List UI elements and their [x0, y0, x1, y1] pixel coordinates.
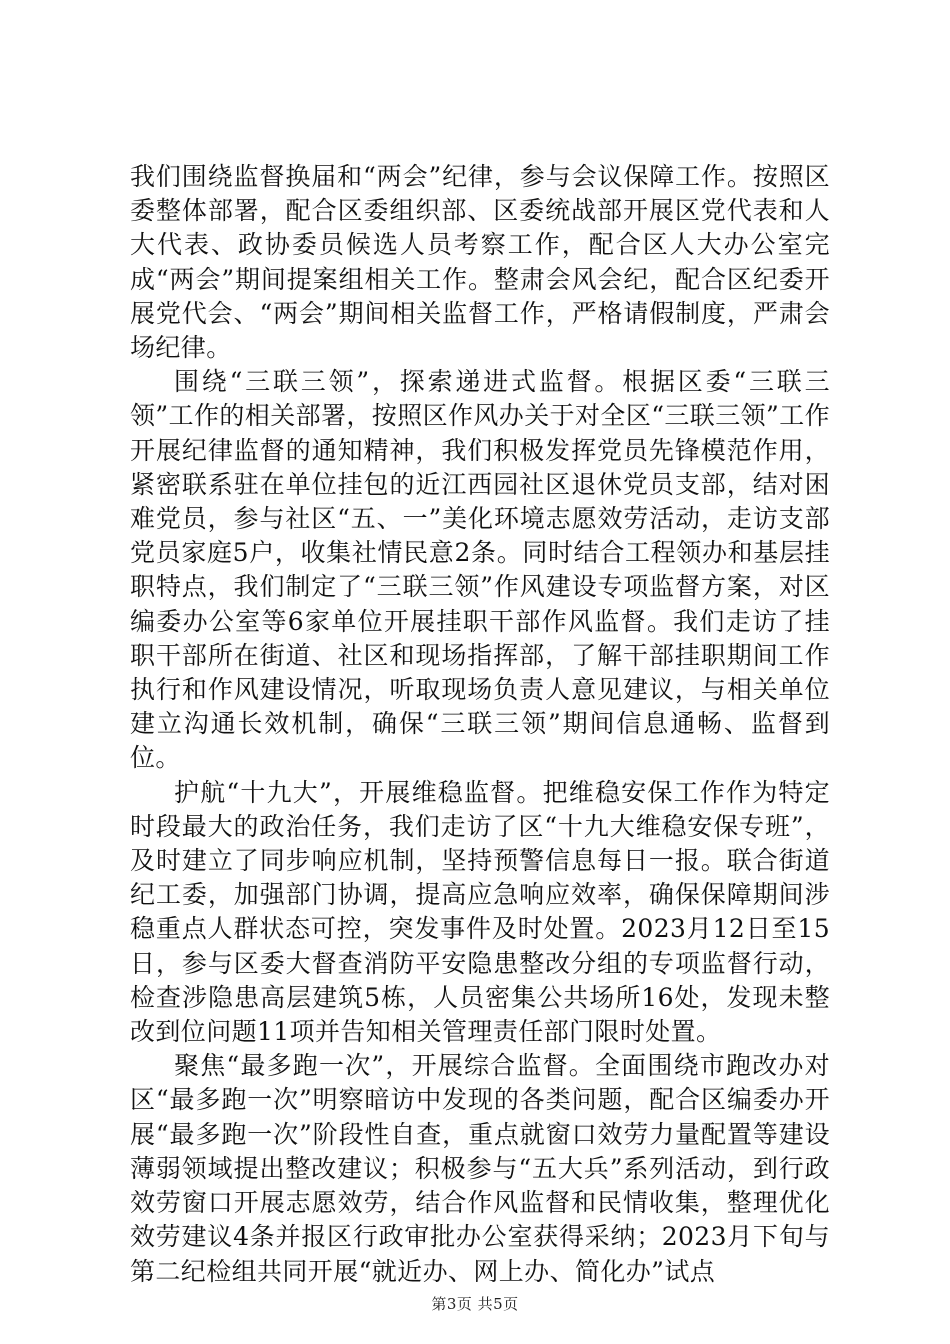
paragraph-three-links: 围绕“三联三领”，探索递进式监督。根据区委“三联三领”工作的相关部署，按照区作风办关于对全区“三联三领”工作开展纪律监督的通知精神，我们积极发挥党员先锋模范作用，紧密联系驻在单位挂包的近江西园社区退休党员支部，结对困难党员，参与社区“五、一”美化环境志愿效劳活动，走访支部党员家庭5户，收集社情民意2条。同时结合工程领办和基层挂职特点，我们制定了“三联三领”作风建设专项监督方案，对区编委办公室等6家单位开展挂职干部作风监督。我们走访了挂职干部所在街道、社区和现场指挥部，了解干部挂职期间工作执行和作风建设情况，听取现场负责人意见建议，与相关单位建立沟通长效机制，确保“三联三领”期间信息通畅、监督到位。	[130, 367, 830, 773]
paragraph-nineteenth-congress: 护航“十九大”，开展维稳监督。把维稳安保工作作为特定时段最大的政治任务，我们走访了区“十九大维稳安保专班”，及时建立了同步响应机制，坚持预警信息每日一报。联合街道纪工委，加强部门协调，提高应急响应效率，确保保障期间涉稳重点人群状态可控，突发事件及时处置。2023月12日至15日，参与区委大督查消防平安隐患整改分组的专项监督行动，检查涉隐患高层建筑5栋，人员密集公共场所16处，发现未整改到位问题11项并告知相关管理责任部门限时处置。	[130, 777, 830, 1047]
paragraph-run-once: 聚焦“最多跑一次”，开展综合监督。全面围绕市跑改办对区“最多跑一次”明察暗访中发现的各类问题，配合区编委办开展“最多跑一次”阶段性自查，重点就窗口效劳力量配置等建设薄弱领域提出整改建议；积极参与“五大兵”系列活动，到行政效劳窗口开展志愿效劳，结合作风监督和民情收集，整理优化效劳建议4条并报区行政审批办公室获得采纳；2023月下旬与第二纪检组共同开展“就近办、网上办、简化办”试点	[130, 1051, 830, 1286]
page-number-label: 第3页 共5页	[431, 1295, 519, 1313]
document-body	[130, 160, 830, 1289]
paragraph-election-supervision: 我们围绕监督换届和“两会”纪律，参与会议保障工作。按照区委整体部署，配合区委组织部、区委统战部开展区党代表和人大代表、政协委员候选人员考察工作，配合区人大办公室完成“两会”期间提案组相关工作。整肃会风会纪，配合区纪委开展党代会、“两会”期间相关监督工作，严格请假制度，严肃会场纪律。	[130, 162, 830, 363]
page-footer	[0, 1293, 950, 1314]
